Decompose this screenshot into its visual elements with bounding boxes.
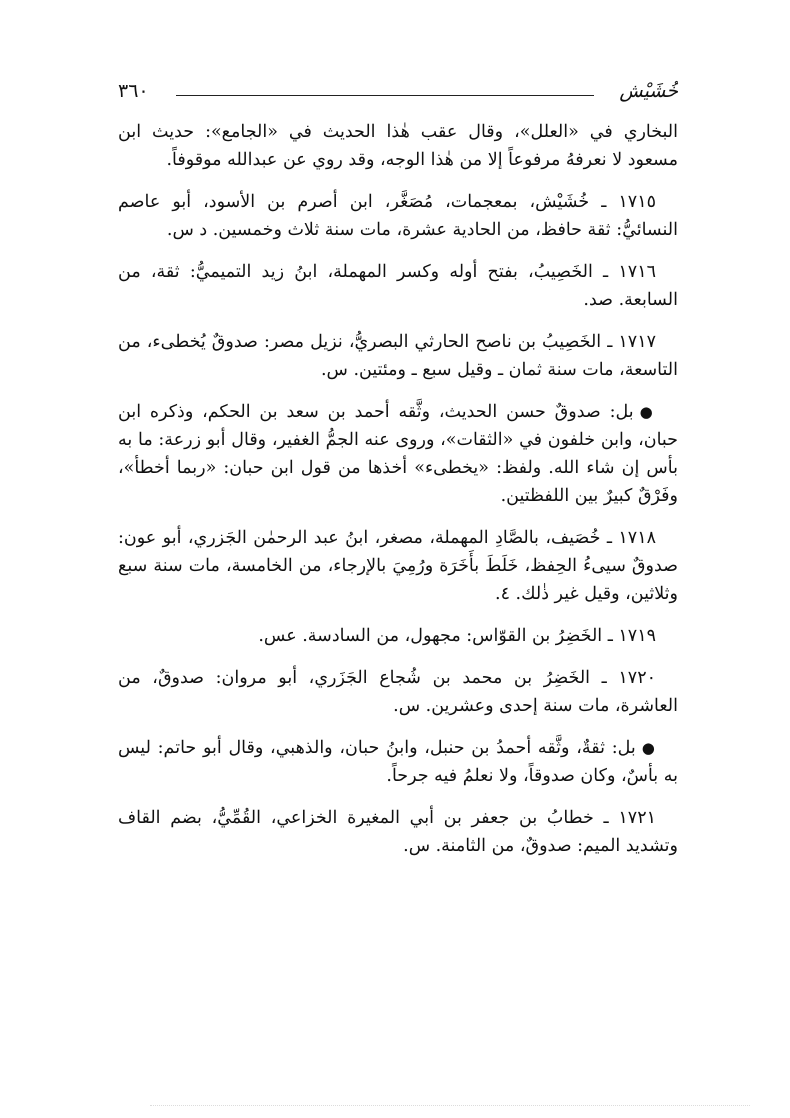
bullet-icon: ● bbox=[641, 739, 656, 757]
entry-1720 bbox=[118, 664, 678, 720]
paragraph-text: بل: ثقةٌ، وثَّقه أحمدُ بن حنبل، وابنُ حبان، والذهبي، وقال أبو حاتم: ليس به بأسٌ، وكان صدوقاً، ولا نعلمُ فيه جرحاً. bbox=[118, 738, 678, 786]
page-body bbox=[118, 118, 678, 874]
paragraph-text: ١٧٢١ ـ خطابُ بن جعفر بن أبي المغيرة الخزاعي، القُمِّيُّ، بضم القاف وتشديد الميم: صدوقٌ، من الثامنة. س. bbox=[118, 808, 678, 856]
comment-1717 bbox=[118, 398, 678, 510]
paragraph-text: ١٧١٩ ـ الخَضِرُ بن القوّاس: مجهول، من السادسة. عس. bbox=[258, 626, 656, 646]
paragraph-continuation bbox=[118, 118, 678, 174]
paragraph-text: ١٧١٦ ـ الخَصِيبُ، بفتح أوله وكسر المهملة، ابنُ زيد التميميُّ: ثقة، من السابعة. صد. bbox=[118, 262, 678, 310]
header-rule bbox=[176, 95, 594, 96]
entry-1717 bbox=[118, 328, 678, 384]
paragraph-text: ١٧١٧ ـ الخَصِيبُ بن ناصح الحارثي البصريُّ، نزيل مصر: صدوقٌ يُخطىء، من التاسعة، مات سنة ثمان ـ وقيل سبع ـ ومئتين. س. bbox=[118, 332, 678, 380]
page-header bbox=[118, 78, 678, 108]
paragraph-text: البخاري في «العلل»، وقال عقب هٰذا الحديث في «الجامع»: حديث ابن مسعود لا نعرفهُ مرفوعاً إلا من هٰذا الوجه، وقد روي عن عبدالله موقوفاً. bbox=[118, 122, 678, 170]
entry-1721 bbox=[118, 804, 678, 860]
paragraph-text: بل: صدوقٌ حسن الحديث، وثَّقه أحمد بن سعد بن الحكم، وذكره ابن حبان، وابن خلفون في «الثقات»، وروى عنه الجمُّ الغفير، وقال أبو زرعة: ما به بأس إن شاء الله. ولفظ: «يخطىء» أخذها من قول ابن حبان: «ربما أخطأ»، وفَرْقٌ كبيرٌ بين اللفظتين. bbox=[118, 402, 678, 506]
running-title: خُشَيْش bbox=[619, 80, 678, 102]
paragraph-text: ١٧١٥ ـ خُشَيْش، بمعجمات، مُصَغَّر، ابن أصرم بن الأسود، أبو عاصم النسائيُّ: ثقة حافظ، من الحادية عشرة، مات سنة ثلاث وخمسين. د س. bbox=[118, 192, 678, 240]
page-number: ٣٦٠ bbox=[118, 80, 149, 102]
comment-1720 bbox=[118, 734, 678, 790]
scan-edge-marks bbox=[150, 1105, 750, 1114]
bullet-icon: ● bbox=[639, 403, 656, 421]
entry-1718 bbox=[118, 524, 678, 608]
paragraph-text: ١٧١٨ ـ خُصَيف، بالصَّادِ المهملة، مصغر، ابنُ عبد الرحمٰن الجَزري، أبو عون: صدوقٌ سيىءُ الحِفظ، خَلَطَ بأَخَرَة ورُمِيَ بالإرجاء، من الخامسة، مات سنة سبع وثلاثين، وقيل غير ذٰلك. ٤. bbox=[118, 528, 678, 604]
entry-1715 bbox=[118, 188, 678, 244]
paragraph-text: ١٧٢٠ ـ الخَضِرُ بن محمد بن شُجاع الجَزَري، أبو مروان: صدوقٌ، من العاشرة، مات سنة إحدى وعشرين. س. bbox=[118, 668, 678, 716]
entry-1716 bbox=[118, 258, 678, 314]
entry-1719 bbox=[118, 622, 678, 650]
